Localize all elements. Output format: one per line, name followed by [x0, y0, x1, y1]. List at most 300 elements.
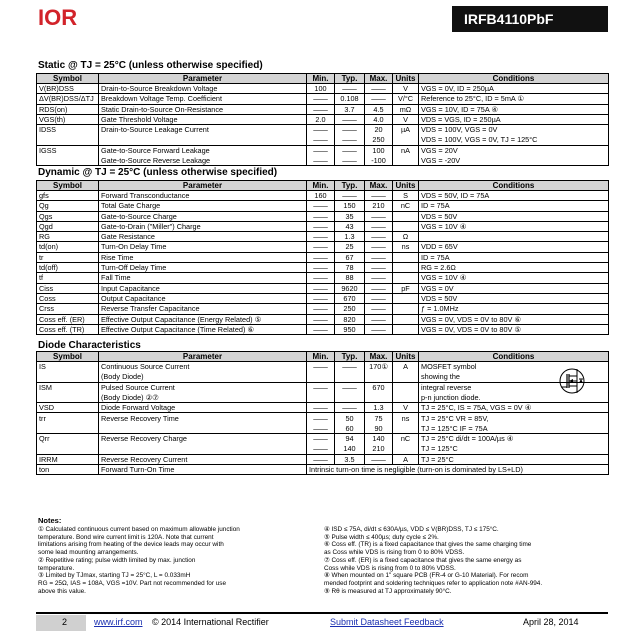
cell-min: ——	[307, 201, 335, 211]
col-header-units: Units	[393, 181, 419, 191]
table-row	[37, 372, 609, 382]
table-row	[37, 211, 609, 221]
table-row	[37, 263, 609, 273]
note-line: limitations arising from heating of the device leads may occur with	[38, 541, 224, 549]
cell-symbol: RDS(on)	[37, 104, 99, 114]
cell-parameter: Reverse Recovery Time	[99, 413, 307, 423]
cell-conditions: VGS = 0V, ID = 250µA	[419, 84, 609, 94]
cell-typ: 3.5	[335, 454, 365, 464]
cell-symbol: IRRM	[37, 454, 99, 464]
col-header-symbol: Symbol	[37, 74, 99, 84]
cell-min: ——	[307, 242, 335, 252]
cell-parameter: Static Drain-to-Source On-Resistance	[99, 104, 307, 114]
cell-parameter: Total Gate Charge	[99, 201, 307, 211]
cell-units	[393, 423, 419, 433]
cell-max: ——	[365, 324, 393, 334]
ir-logo	[38, 6, 102, 28]
cell-conditions: VGS = -20V	[419, 156, 609, 166]
cell-units	[393, 304, 419, 314]
note-line: above this value.	[38, 587, 86, 595]
cell-symbol: V(BR)DSS	[37, 84, 99, 94]
cell-symbol: IGSS	[37, 145, 99, 155]
cell-conditions: integral reverse	[419, 382, 609, 392]
cell-typ: 950	[335, 324, 365, 334]
cell-units	[393, 135, 419, 145]
cell-parameter: Effective Output Capacitance (Time Related) ⑥	[99, 324, 307, 334]
static-section-title: Static @ TJ = 25°C (unless otherwise specified)	[38, 60, 263, 71]
cell-typ: 50	[335, 413, 365, 423]
cell-typ	[335, 372, 365, 382]
cell-conditions: VGS = 10V ④	[419, 273, 609, 283]
cell-min: ——	[307, 293, 335, 303]
cell-max: 170①	[365, 362, 393, 372]
note-line: as Coss while VDS is rising from 0 to 80% VDSS.	[324, 549, 465, 557]
cell-typ: ——	[335, 191, 365, 201]
cell-units: A	[393, 362, 419, 372]
table-row	[37, 84, 609, 94]
cell-symbol: VSD	[37, 403, 99, 413]
cell-min: ——	[307, 273, 335, 283]
table-row	[37, 125, 609, 135]
note-line: RG = 25Ω, IAS = 108A, VGS =10V. Part not recommended for use	[38, 579, 227, 587]
cell-units: V/°C	[393, 94, 419, 104]
diode-characteristics-table	[36, 351, 609, 475]
cell-units	[393, 156, 419, 166]
cell-symbol	[37, 444, 99, 454]
cell-min: ——	[307, 156, 335, 166]
col-header-conditions: Conditions	[419, 74, 609, 84]
website-link[interactable]: www.irf.com	[94, 617, 143, 627]
cell-min: ——	[307, 382, 335, 392]
cell-parameter: Pulsed Source Current	[99, 382, 307, 392]
cell-typ: 3.7	[335, 104, 365, 114]
col-header-min: Min.	[307, 74, 335, 84]
cell-parameter: Gate-to-Source Reverse Leakage	[99, 156, 307, 166]
cell-symbol: Qgs	[37, 211, 99, 221]
cell-typ: ——	[335, 362, 365, 372]
cell-typ: 9620	[335, 283, 365, 293]
col-header-parameter: Parameter	[99, 74, 307, 84]
cell-conditions: VDS = 100V, VGS = 0V	[419, 125, 609, 135]
note-line: ⑥ Coss eff. (TR) is a fixed capacitance that gives the same charging time	[324, 541, 532, 549]
col-header-units: Units	[393, 352, 419, 362]
note-line: ③ Limited by TJmax, starting TJ = 25°C, L = 0.033mH	[38, 572, 191, 580]
col-header-conditions: Conditions	[419, 181, 609, 191]
note-line: ④ ISD ≤ 75A, di/dt ≤ 630A/µs, VDD ≤ V(BR)DSS, TJ ≤ 175°C.	[324, 526, 499, 533]
copyright-text: © 2014 International Rectifier	[152, 617, 269, 627]
notes-title: Notes:	[38, 516, 62, 525]
cell-conditions: p-n junction diode.	[419, 392, 609, 402]
cell-max: 140	[365, 434, 393, 444]
table-row	[37, 191, 609, 201]
cell-min: 160	[307, 191, 335, 201]
cell-units: V	[393, 84, 419, 94]
cell-max: ——	[365, 283, 393, 293]
cell-conditions: VDS = 50V, ID = 75A	[419, 191, 609, 201]
cell-min: ——	[307, 444, 335, 454]
table-row	[37, 293, 609, 303]
cell-parameter: Reverse Transfer Capacitance	[99, 304, 307, 314]
cell-max: 670	[365, 382, 393, 392]
cell-min: 2.0	[307, 114, 335, 124]
table-row	[37, 252, 609, 262]
cell-conditions: TJ = 25°C, IS = 75A, VGS = 0V ④	[419, 403, 609, 413]
cell-parameter	[99, 135, 307, 145]
cell-units	[393, 392, 419, 402]
cell-symbol: Qgd	[37, 221, 99, 231]
cell-conditions: TJ = 25°C VR = 85V,	[419, 413, 609, 423]
cell-symbol	[37, 135, 99, 145]
cell-typ: 0.108	[335, 94, 365, 104]
col-header-parameter: Parameter	[99, 352, 307, 362]
cell-units: nC	[393, 201, 419, 211]
note-line: Coss while VDS is rising from 0 to 80% VDSS.	[324, 564, 456, 572]
cell-min: ——	[307, 263, 335, 273]
cell-units: V	[393, 114, 419, 124]
cell-conditions: showing the	[419, 372, 609, 382]
col-header-min: Min.	[307, 352, 335, 362]
dynamic-section-title: Dynamic @ TJ = 25°C (unless otherwise specified)	[38, 167, 278, 178]
cell-typ: 60	[335, 423, 365, 433]
cell-symbol: Qg	[37, 201, 99, 211]
cell-typ: ——	[335, 145, 365, 155]
cell-parameter: Gate Threshold Voltage	[99, 114, 307, 124]
part-number-header: IRFB4110PbF	[452, 6, 608, 32]
col-header-typ: Typ.	[335, 181, 365, 191]
cell-max: 250	[365, 135, 393, 145]
cell-min: ——	[307, 403, 335, 413]
cell-max: ——	[365, 314, 393, 324]
table-row	[37, 314, 609, 324]
note-line: ⑨ Rθ is measured at TJ approximately 90°C.	[324, 587, 452, 595]
cell-parameter: Gate-to-Source Forward Leakage	[99, 145, 307, 155]
cell-merged-note: Intrinsic turn-on time is negligible (turn-on is dominated by LS+LD)	[307, 464, 609, 474]
cell-parameter: Breakdown Voltage Temp. Coefficient	[99, 94, 307, 104]
cell-min: ——	[307, 434, 335, 444]
cell-max: ——	[365, 191, 393, 201]
cell-units	[393, 444, 419, 454]
table-row	[37, 454, 609, 464]
table-row	[37, 104, 609, 114]
col-header-parameter: Parameter	[99, 181, 307, 191]
cell-typ: 670	[335, 293, 365, 303]
diode-section-title: Diode Characteristics	[38, 340, 141, 351]
cell-parameter: Fall Time	[99, 273, 307, 283]
cell-symbol: td(off)	[37, 263, 99, 273]
svg-text:IOR: IOR	[38, 6, 78, 28]
cell-min: ——	[307, 125, 335, 135]
cell-conditions: RG = 2.6Ω	[419, 263, 609, 273]
table-row	[37, 434, 609, 444]
cell-typ: 35	[335, 211, 365, 221]
dynamic-characteristics-table	[36, 180, 609, 335]
cell-units	[393, 372, 419, 382]
cell-parameter: Reverse Recovery Charge	[99, 434, 307, 444]
note-line: ⑦ Coss eff. (ER) is a fixed capacitance that gives the same energy as	[324, 556, 522, 564]
table-row	[37, 283, 609, 293]
cell-typ: 25	[335, 242, 365, 252]
cell-max: 75	[365, 413, 393, 423]
cell-min: ——	[307, 423, 335, 433]
col-header-max: Max.	[365, 181, 393, 191]
cell-min	[307, 372, 335, 382]
cell-conditions: VGS = 0V, VDS = 0V to 80V ⑥	[419, 314, 609, 324]
cell-conditions: MOSFET symbol	[419, 362, 609, 372]
cell-max: 90	[365, 423, 393, 433]
notes-left-column	[38, 526, 313, 595]
cell-conditions: ID = 75A	[419, 252, 609, 262]
cell-max: ——	[365, 242, 393, 252]
cell-conditions: ID = 75A	[419, 201, 609, 211]
cell-typ: 140	[335, 444, 365, 454]
cell-max	[365, 372, 393, 382]
cell-max: ——	[365, 94, 393, 104]
cell-min: ——	[307, 314, 335, 324]
revision-date: April 28, 2014	[523, 617, 579, 627]
col-header-symbol: Symbol	[37, 181, 99, 191]
cell-typ: 820	[335, 314, 365, 324]
cell-parameter	[99, 444, 307, 454]
cell-symbol: RG	[37, 232, 99, 242]
notes-right-column	[324, 526, 610, 595]
cell-symbol: tr	[37, 252, 99, 262]
table-row	[37, 413, 609, 423]
cell-min: ——	[307, 413, 335, 423]
cell-units	[393, 221, 419, 231]
cell-symbol: VGS(th)	[37, 114, 99, 124]
cell-parameter: Rise Time	[99, 252, 307, 262]
cell-conditions: Reference to 25°C, ID = 5mA ①	[419, 94, 609, 104]
cell-symbol	[37, 372, 99, 382]
cell-units: nC	[393, 434, 419, 444]
cell-symbol: IDSS	[37, 125, 99, 135]
table-row	[37, 242, 609, 252]
cell-typ: 43	[335, 221, 365, 231]
cell-parameter: Gate-to-Drain ("Miller") Charge	[99, 221, 307, 231]
cell-parameter: Gate Resistance	[99, 232, 307, 242]
note-line: ② Repetitive rating; pulse width limited by max. junction	[38, 556, 196, 564]
table-row	[37, 145, 609, 155]
cell-max: ——	[365, 211, 393, 221]
cell-units	[393, 263, 419, 273]
cell-symbol: gfs	[37, 191, 99, 201]
cell-max: ——	[365, 304, 393, 314]
cell-units	[393, 293, 419, 303]
cell-units: V	[393, 403, 419, 413]
cell-typ	[335, 392, 365, 402]
footer-divider	[36, 612, 608, 614]
cell-typ: 88	[335, 273, 365, 283]
table-row	[37, 135, 609, 145]
cell-max: 4.5	[365, 104, 393, 114]
cell-parameter: Output Capacitance	[99, 293, 307, 303]
cell-typ: ——	[335, 84, 365, 94]
cell-symbol: Crss	[37, 304, 99, 314]
cell-symbol	[37, 392, 99, 402]
cell-typ: 78	[335, 263, 365, 273]
cell-max: ——	[365, 232, 393, 242]
cell-min: ——	[307, 135, 335, 145]
note-line: mended footprint and soldering techniques refer to application note #AN-994.	[324, 579, 543, 587]
cell-max: 100	[365, 145, 393, 155]
cell-units: ns	[393, 242, 419, 252]
table-row	[37, 362, 609, 372]
col-header-symbol: Symbol	[37, 352, 99, 362]
table-row	[37, 403, 609, 413]
cell-conditions: TJ = 125°C IF = 75A	[419, 423, 609, 433]
col-header-typ: Typ.	[335, 352, 365, 362]
cell-units	[393, 273, 419, 283]
cell-conditions: VDS = 100V, VGS = 0V, TJ = 125°C	[419, 135, 609, 145]
cell-max: 1.3	[365, 403, 393, 413]
cell-units	[393, 252, 419, 262]
cell-conditions: VGS = 0V	[419, 283, 609, 293]
cell-symbol	[37, 156, 99, 166]
cell-parameter: Turn-On Delay Time	[99, 242, 307, 252]
cell-typ: ——	[335, 403, 365, 413]
cell-min: 100	[307, 84, 335, 94]
cell-parameter: Forward Turn-On Time	[99, 464, 307, 474]
cell-typ: ——	[335, 382, 365, 392]
cell-max: 210	[365, 444, 393, 454]
cell-typ: 67	[335, 252, 365, 262]
table-row	[37, 324, 609, 334]
cell-units: S	[393, 191, 419, 201]
cell-units: nA	[393, 145, 419, 155]
table-row	[37, 221, 609, 231]
cell-units	[393, 382, 419, 392]
table-row	[37, 444, 609, 454]
cell-symbol: Ciss	[37, 283, 99, 293]
cell-parameter: Reverse Recovery Current	[99, 454, 307, 464]
cell-parameter: (Body Diode) ②⑦	[99, 392, 307, 402]
col-header-conditions: Conditions	[419, 352, 609, 362]
cell-units	[393, 314, 419, 324]
cell-symbol: trr	[37, 413, 99, 423]
cell-max: 20	[365, 125, 393, 135]
cell-max: ——	[365, 293, 393, 303]
cell-parameter: Gate-to-Source Charge	[99, 211, 307, 221]
cell-symbol: Qrr	[37, 434, 99, 444]
cell-max: ——	[365, 252, 393, 262]
cell-conditions: VDD = 65V	[419, 242, 609, 252]
cell-symbol: ton	[37, 464, 99, 474]
static-characteristics-table	[36, 73, 609, 166]
cell-units: pF	[393, 283, 419, 293]
cell-max: ——	[365, 454, 393, 464]
cell-conditions: TJ = 125°C	[419, 444, 609, 454]
col-header-typ: Typ.	[335, 74, 365, 84]
page-number-box	[36, 615, 86, 631]
cell-parameter: Drain-to-Source Breakdown Voltage	[99, 84, 307, 94]
note-line: ⑧ When mounted on 1" square PCB (FR-4 or G-10 Material). For recom	[324, 572, 529, 580]
cell-parameter: Turn-Off Delay Time	[99, 263, 307, 273]
cell-units: mΩ	[393, 104, 419, 114]
page-number: 2	[62, 617, 68, 627]
cell-parameter: (Body Diode)	[99, 372, 307, 382]
cell-typ: ——	[335, 156, 365, 166]
cell-min: ——	[307, 232, 335, 242]
cell-symbol: tf	[37, 273, 99, 283]
note-line: ⑤ Pulse width ≤ 400µs; duty cycle ≤ 2%.	[324, 533, 439, 541]
cell-min: ——	[307, 252, 335, 262]
cell-max: ——	[365, 221, 393, 231]
cell-conditions	[419, 232, 609, 242]
cell-conditions: VDS = VGS, ID = 250µA	[419, 114, 609, 124]
cell-min: ——	[307, 283, 335, 293]
cell-parameter	[99, 423, 307, 433]
cell-typ: ——	[335, 135, 365, 145]
cell-symbol	[37, 423, 99, 433]
cell-min: ——	[307, 221, 335, 231]
note-line: some lead mounting arrangements.	[38, 549, 139, 557]
cell-min: ——	[307, 94, 335, 104]
table-row	[37, 232, 609, 242]
cell-conditions: VGS = 20V	[419, 145, 609, 155]
cell-symbol: Coss eff. (ER)	[37, 314, 99, 324]
table-row	[37, 94, 609, 104]
cell-max: ——	[365, 84, 393, 94]
note-line: temperature. Bond wire current limit is 120A. Note that current	[38, 533, 214, 541]
cell-typ: ——	[335, 125, 365, 135]
cell-min: ——	[307, 304, 335, 314]
cell-min: ——	[307, 362, 335, 372]
col-header-max: Max.	[365, 74, 393, 84]
table-row	[37, 392, 609, 402]
cell-parameter: Diode Forward Voltage	[99, 403, 307, 413]
submit-feedback-link[interactable]: Submit Datasheet Feedback	[330, 617, 444, 627]
cell-typ: 94	[335, 434, 365, 444]
table-row	[37, 464, 609, 474]
cell-conditions: VDS = 50V	[419, 293, 609, 303]
cell-parameter: Effective Output Capacitance (Energy Related) ⑤	[99, 314, 307, 324]
cell-units: Ω	[393, 232, 419, 242]
cell-symbol: td(on)	[37, 242, 99, 252]
cell-typ: 1.3	[335, 232, 365, 242]
col-header-units: Units	[393, 74, 419, 84]
table-row	[37, 423, 609, 433]
cell-conditions: TJ = 25°C di/dt = 100A/µs ④	[419, 434, 609, 444]
cell-max: 4.0	[365, 114, 393, 124]
cell-parameter: Input Capacitance	[99, 283, 307, 293]
cell-conditions: VGS = 10V, ID = 75A ④	[419, 104, 609, 114]
cell-max	[365, 392, 393, 402]
cell-units	[393, 211, 419, 221]
table-row	[37, 382, 609, 392]
cell-conditions: VDS = 50V	[419, 211, 609, 221]
cell-parameter: Continuous Source Current	[99, 362, 307, 372]
table-row	[37, 304, 609, 314]
cell-max: ——	[365, 263, 393, 273]
note-line: ① Calculated continuous current based on maximum allowable junction	[38, 526, 240, 533]
cell-min: ——	[307, 454, 335, 464]
cell-parameter: Drain-to-Source Leakage Current	[99, 125, 307, 135]
table-row	[37, 273, 609, 283]
cell-symbol: Coss eff. (TR)	[37, 324, 99, 334]
cell-min: ——	[307, 145, 335, 155]
cell-symbol: ISM	[37, 382, 99, 392]
cell-typ: 250	[335, 304, 365, 314]
cell-symbol: IS	[37, 362, 99, 372]
cell-max: ——	[365, 273, 393, 283]
cell-symbol: Coss	[37, 293, 99, 303]
cell-units	[393, 324, 419, 334]
cell-conditions: VGS = 10V ④	[419, 221, 609, 231]
cell-min: ——	[307, 211, 335, 221]
cell-max: -100	[365, 156, 393, 166]
cell-min: ——	[307, 324, 335, 334]
cell-conditions: TJ = 25°C	[419, 454, 609, 464]
